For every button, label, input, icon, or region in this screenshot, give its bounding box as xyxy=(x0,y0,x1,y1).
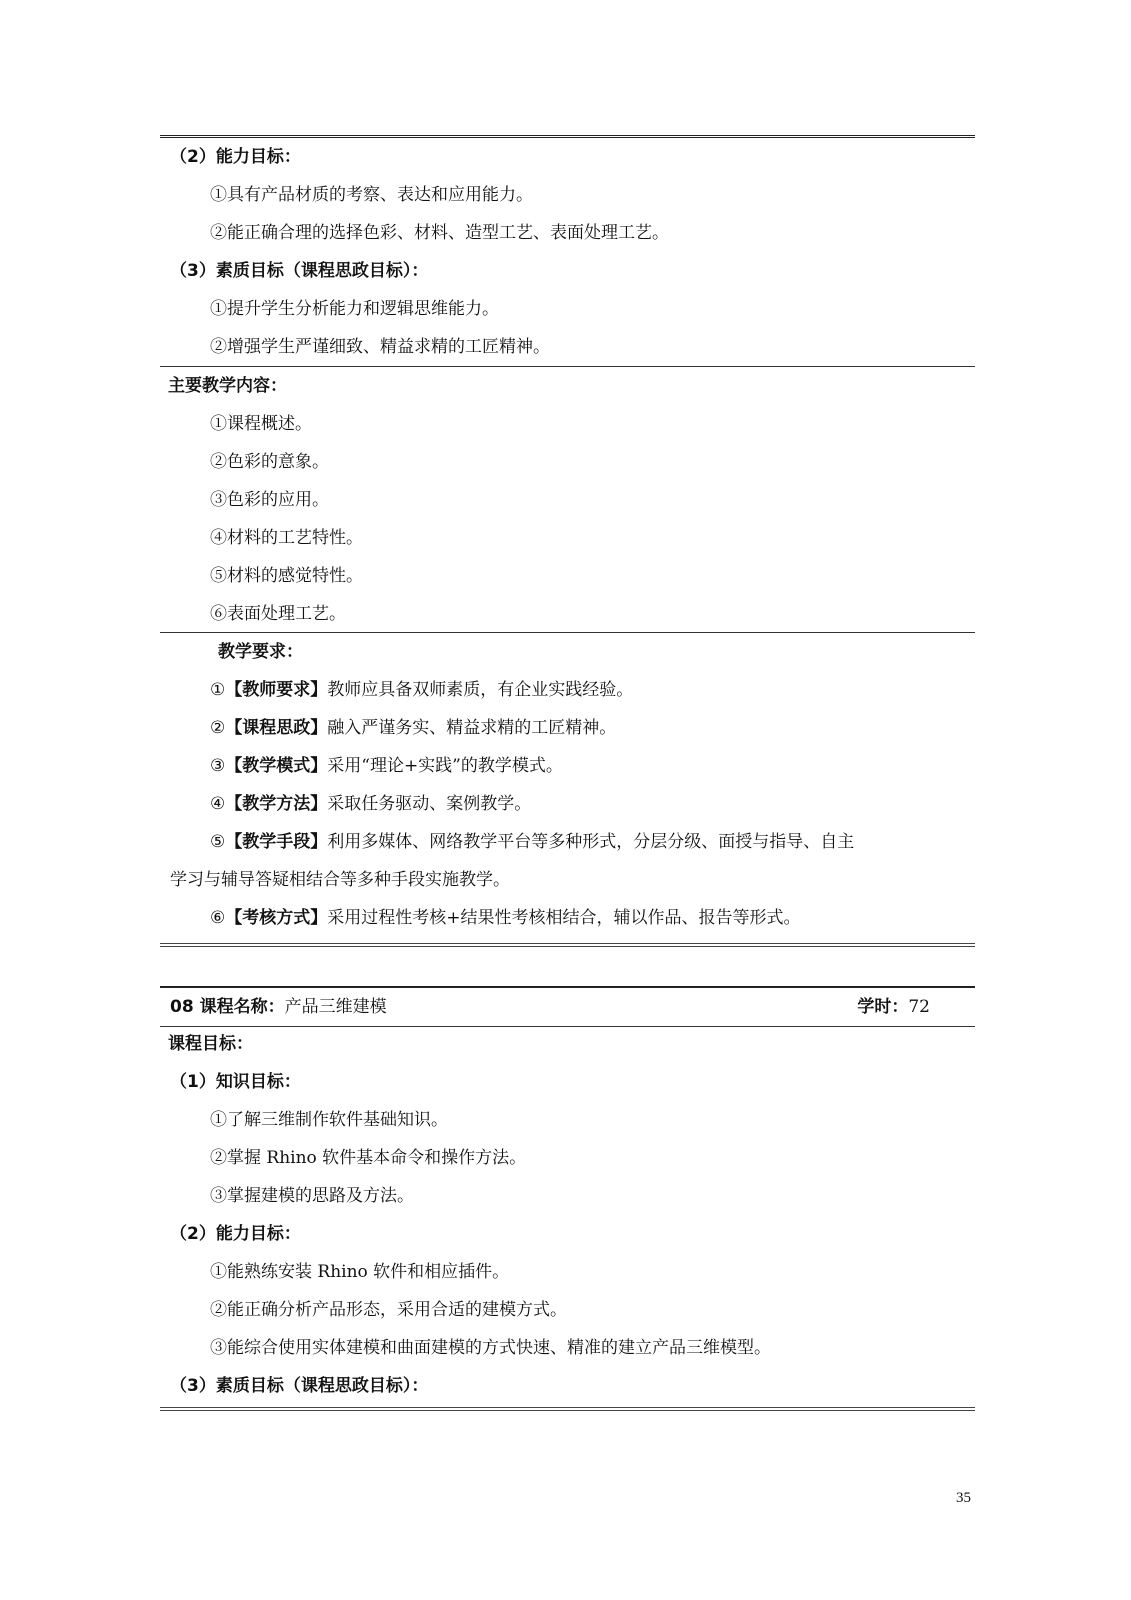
list-item: ⑥表面处理工艺。 xyxy=(210,604,346,624)
list-item: ③色彩的应用。 xyxy=(210,490,329,510)
item-text: 融入严谨务实、精益求精的工匠精神。 xyxy=(327,718,617,738)
course-title-block xyxy=(160,986,975,1027)
list-item: ①提升学生分析能力和逻辑思维能力。 xyxy=(210,299,499,319)
course-name-label: 08 课程名称： xyxy=(170,997,285,1017)
quality-heading: （3）素质目标（课程思政目标）： xyxy=(170,1376,429,1396)
goals-heading: 课程目标： xyxy=(168,1034,253,1054)
list-item: ⑤材料的感觉特性。 xyxy=(210,566,363,586)
list-item: ①能熟练安装 Rhino 软件和相应插件。 xyxy=(210,1262,510,1282)
quality-heading: （3）素质目标（课程思政目标）： xyxy=(170,261,429,281)
item-text: 教师应具备双师素质，有企业实践经验。 xyxy=(327,680,634,700)
item-tag: 【教师要求】 xyxy=(225,680,328,700)
goals-block xyxy=(160,135,975,368)
list-item: ②色彩的意象。 xyxy=(210,452,329,472)
item-number: ③ xyxy=(210,756,226,776)
content-heading: 主要教学内容： xyxy=(168,376,287,396)
list-item: ①课程概述。 xyxy=(210,414,312,434)
course-title-row xyxy=(160,988,975,1026)
list-item: ②能正确分析产品形态，采用合适的建模方式。 xyxy=(210,1300,567,1320)
requirements-heading: 教学要求： xyxy=(218,642,303,662)
requirement-item xyxy=(160,899,975,937)
requirement-item xyxy=(160,823,975,861)
item-tag: 【考核方式】 xyxy=(225,908,328,928)
requirements-block xyxy=(160,632,975,947)
list-item: ③能综合使用实体建模和曲面建模的方式快速、精准的建立产品三维模型。 xyxy=(210,1338,771,1358)
list-item: ①了解三维制作软件基础知识。 xyxy=(210,1110,448,1130)
list-item: ②增强学生严谨细致、精益求精的工匠精神。 xyxy=(210,337,550,357)
ability-heading: （2）能力目标： xyxy=(170,1224,301,1244)
requirement-item xyxy=(160,785,975,823)
item-text: 利用多媒体、网络教学平台等多种形式，分层分级、面授与指导、自主 xyxy=(327,832,855,852)
item-number: ④ xyxy=(210,794,226,814)
page-number: 35 xyxy=(956,1490,971,1506)
item-text: 采取任务驱动、案例教学。 xyxy=(327,794,532,814)
requirement-item xyxy=(160,747,975,785)
item-text: 学习与辅导答疑相结合等多种手段实施教学。 xyxy=(170,870,510,890)
list-item: ②能正确合理的选择色彩、材料、造型工艺、表面处理工艺。 xyxy=(210,223,669,243)
course-goals-block xyxy=(160,1025,975,1411)
item-number: ① xyxy=(210,680,226,700)
list-item: ①具有产品材质的考察、表达和应用能力。 xyxy=(210,185,533,205)
item-text: 采用过程性考核+结果性考核相结合，辅以作品、报告等形式。 xyxy=(327,908,801,928)
item-text: 采用“理论+实践”的教学模式。 xyxy=(327,756,563,776)
knowledge-heading: （1）知识目标： xyxy=(170,1072,301,1092)
item-tag: 【教学模式】 xyxy=(225,756,328,776)
item-tag: 【教学手段】 xyxy=(225,832,328,852)
item-number: ⑤ xyxy=(210,832,226,852)
requirement-item xyxy=(160,671,975,709)
list-item: ④材料的工艺特性。 xyxy=(210,528,363,548)
item-tag: 【教学方法】 xyxy=(225,794,328,814)
requirement-item-continuation xyxy=(160,861,975,899)
item-number: ② xyxy=(210,718,226,738)
hours-value: 72 xyxy=(908,997,930,1017)
item-number: ⑥ xyxy=(210,908,226,928)
course-name: 产品三维建模 xyxy=(284,997,387,1017)
item-tag: 【课程思政】 xyxy=(225,718,328,738)
ability-heading: （2）能力目标： xyxy=(170,147,301,167)
requirement-item xyxy=(160,709,975,747)
hours-label: 学时： xyxy=(857,997,909,1017)
list-item: ②掌握 Rhino 软件基本命令和操作方法。 xyxy=(210,1148,527,1168)
content-block xyxy=(160,366,975,632)
list-item: ③掌握建模的思路及方法。 xyxy=(210,1186,414,1206)
